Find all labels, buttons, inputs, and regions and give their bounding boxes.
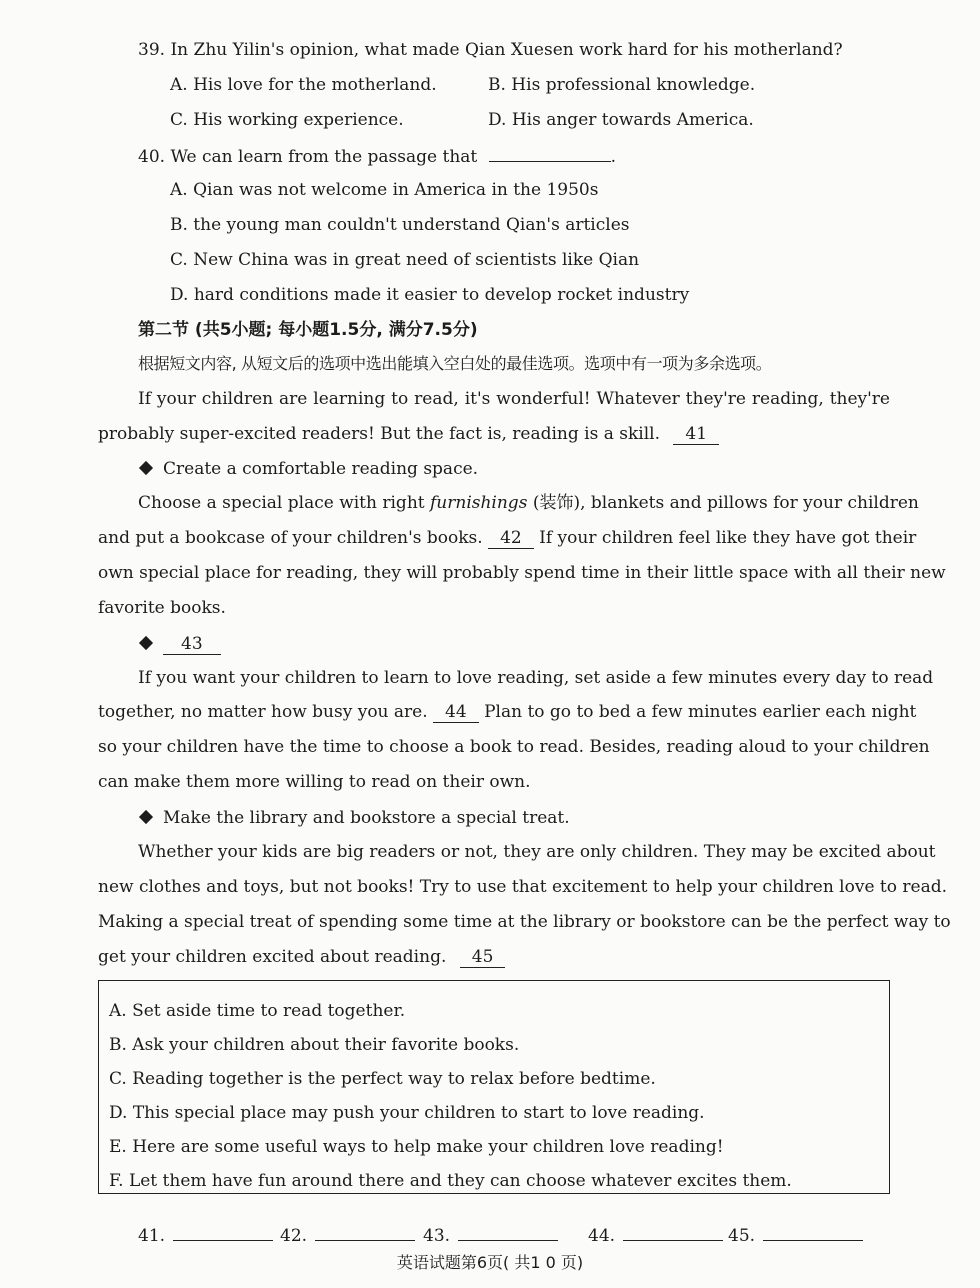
blank-43: 43 — [163, 634, 221, 655]
passage-p2-line2-a: and put a bookcase of your children's books. — [98, 528, 483, 548]
passage-p2-line4: favorite books. — [98, 598, 226, 618]
passage-p1-line2-text: probably super-excited readers! But the fact is, reading is a skill. — [98, 424, 661, 444]
subheading-1-text: Create a comfortable reading space. — [163, 459, 479, 479]
passage-p4-line2: new clothes and toys, but not books! Try to use that excitement to help your children love to read. — [98, 877, 947, 897]
question-39-stem: 39. In Zhu Yilin's opinion, what made Qian Xuesen work hard for his motherland? — [138, 40, 843, 60]
answer-44-blank[interactable] — [623, 1222, 723, 1241]
section-instruction: 根据短文内容, 从短文后的选项中选出能填入空白处的最佳选项。选项中有一项为多余选项。 — [138, 354, 772, 373]
answer-44-label: 44. — [588, 1226, 616, 1246]
subheading-3-text: Make the library and bookstore a special treat. — [163, 808, 570, 828]
passage-p3-line2-b: Plan to go to bed a few minutes earlier each night — [484, 702, 917, 722]
answer-42 — [280, 1222, 415, 1246]
answer-41-blank[interactable] — [173, 1222, 273, 1241]
question-40 — [138, 143, 616, 169]
blank-42: 42 — [488, 528, 534, 549]
answer-45 — [728, 1222, 863, 1246]
passage-p3-line2 — [98, 700, 917, 724]
choice-a: A. Set aside time to read together. — [109, 1001, 406, 1021]
passage-p2-line1 — [138, 491, 919, 515]
answer-42-blank[interactable] — [315, 1222, 415, 1241]
passage-p2-line1-b: (装饰), blankets and pillows for your children — [532, 493, 919, 513]
q40-option-d: D. hard conditions made it easier to develop rocket industry — [170, 285, 690, 305]
answer-45-label: 45. — [728, 1226, 756, 1246]
answer-43-label: 43. — [423, 1226, 451, 1246]
answer-41 — [138, 1222, 273, 1246]
passage-p4-line4 — [98, 945, 505, 969]
answer-44 — [588, 1222, 723, 1246]
choice-b: B. Ask your children about their favorite books. — [109, 1035, 520, 1055]
passage-p2-line2 — [98, 526, 917, 550]
choices-box — [98, 980, 890, 1194]
choice-f: F. Let them have fun around there and they can choose whatever excites them. — [109, 1171, 792, 1191]
q39-option-a: A. His love for the motherland. — [170, 75, 437, 95]
answer-45-blank[interactable] — [763, 1222, 863, 1241]
answer-43 — [423, 1222, 558, 1246]
q40-option-c: C. New China was in great need of scientists like Qian — [170, 250, 640, 270]
diamond-bullet-icon — [139, 810, 153, 824]
choice-d: D. This special place may push your children to start to love reading. — [109, 1103, 705, 1123]
passage-p2-line3: own special place for reading, they will probably spend time in their little space with all their new — [98, 563, 946, 583]
diamond-bullet-icon — [139, 461, 153, 475]
choice-c: C. Reading together is the perfect way to relax before bedtime. — [109, 1069, 656, 1089]
passage-furnishings-word: furnishings — [430, 493, 528, 513]
passage-p2-line1-a: Choose a special place with right — [138, 493, 425, 513]
question-40-period: . — [610, 147, 617, 167]
diamond-bullet-icon — [139, 636, 153, 650]
blank-44: 44 — [433, 702, 479, 723]
passage-p1-line2 — [98, 422, 719, 446]
passage-p4-line1: Whether your kids are big readers or not, they are only children. They may be excited about — [138, 842, 936, 862]
passage-p2-line2-b: If your children feel like they have got their — [539, 528, 917, 548]
passage-p1-line1: If your children are learning to read, it's wonderful! Whatever they're reading, they're — [138, 389, 890, 409]
subheading-3 — [138, 806, 570, 830]
passage-p4-line4-text: get your children excited about reading. — [98, 947, 447, 967]
question-40-stem: 40. We can learn from the passage that — [138, 147, 478, 167]
answer-43-blank[interactable] — [458, 1222, 558, 1241]
passage-p3-line1: If you want your children to learn to love reading, set aside a few minutes every day to read — [138, 668, 934, 688]
subheading-1 — [138, 457, 478, 481]
answer-41-label: 41. — [138, 1226, 166, 1246]
passage-p3-line4: can make them more willing to read on their own. — [98, 772, 531, 792]
passage-p4-line3: Making a special treat of spending some time at the library or bookstore can be the perfect way to — [98, 912, 951, 932]
q39-option-b: B. His professional knowledge. — [488, 75, 756, 95]
subheading-2 — [138, 632, 221, 656]
q40-option-b: B. the young man couldn't understand Qian's articles — [170, 215, 630, 235]
blank-45: 45 — [460, 947, 506, 968]
q40-option-a: A. Qian was not welcome in America in the 1950s — [170, 180, 599, 200]
passage-p3-line3: so your children have the time to choose a book to read. Besides, reading aloud to your children — [98, 737, 930, 757]
blank-41: 41 — [673, 424, 719, 445]
q39-option-d: D. His anger towards America. — [488, 110, 754, 130]
passage-p3-line2-a: together, no matter how busy you are. — [98, 702, 428, 722]
page-footer: 英语试题第6页( 共1 0 页) — [396, 1253, 584, 1272]
choice-e: E. Here are some useful ways to help make your children love reading! — [109, 1137, 724, 1157]
section-heading: 第二节 (共5小题; 每小题1.5分, 满分7.5分) — [138, 320, 478, 340]
q39-option-c: C. His working experience. — [170, 110, 404, 130]
question-40-blank — [489, 143, 611, 162]
answer-42-label: 42. — [280, 1226, 308, 1246]
